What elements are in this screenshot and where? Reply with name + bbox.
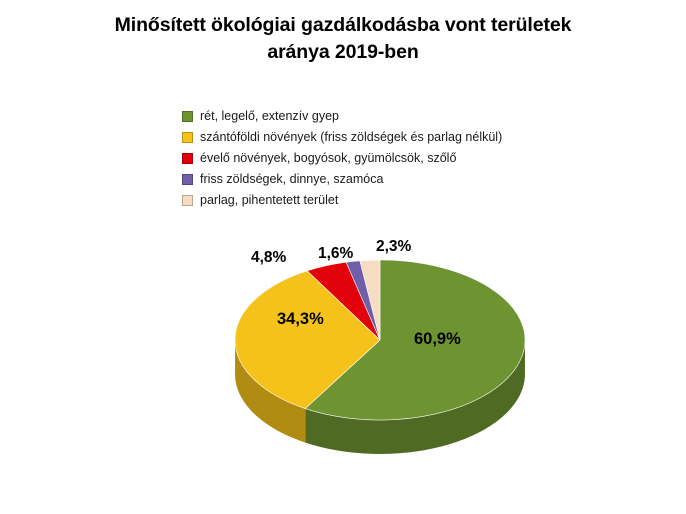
legend-item-ret-legelo xyxy=(182,108,502,124)
pie-graphic xyxy=(200,240,560,470)
legend-swatch-icon xyxy=(182,111,193,122)
legend-item-szantofoldi xyxy=(182,129,502,145)
chart-title-line1: Minősített ökológiai gazdálkodásba vont területek xyxy=(114,14,572,36)
legend-item-parlag xyxy=(182,192,502,208)
data-label-parlag: 2,3% xyxy=(376,238,412,255)
data-label-evelo: 4,8% xyxy=(251,249,287,266)
legend-item-label: rét, legelő, extenzív gyep xyxy=(200,109,339,123)
pie-svg xyxy=(200,240,560,470)
legend-item-friss-zoldsegek xyxy=(182,171,502,187)
legend-swatch-icon xyxy=(182,132,193,143)
legend-item-label: évelő növények, bogyósok, gyümölcsök, szőlő xyxy=(200,151,457,165)
chart-title-line2: aránya 2019-ben xyxy=(267,40,419,63)
legend-swatch-icon xyxy=(182,153,193,164)
chart-legend xyxy=(182,108,502,208)
data-label-szantofoldi: 34,3% xyxy=(277,310,324,328)
legend-item-label: friss zöldségek, dinnye, szamóca xyxy=(200,172,384,186)
data-label-ret-legelo: 60,9% xyxy=(414,330,461,348)
legend-item-label: parlag, pihentetett terület xyxy=(200,193,339,207)
legend-item-evelo xyxy=(182,150,502,166)
legend-swatch-icon xyxy=(182,195,193,206)
data-label-friss-zoldsegek: 1,6% xyxy=(318,245,354,262)
legend-item-label: szántóföldi növények (friss zöldségek és parlag nélkül) xyxy=(200,130,503,144)
chart-title xyxy=(40,12,646,66)
legend-swatch-icon xyxy=(182,174,193,185)
